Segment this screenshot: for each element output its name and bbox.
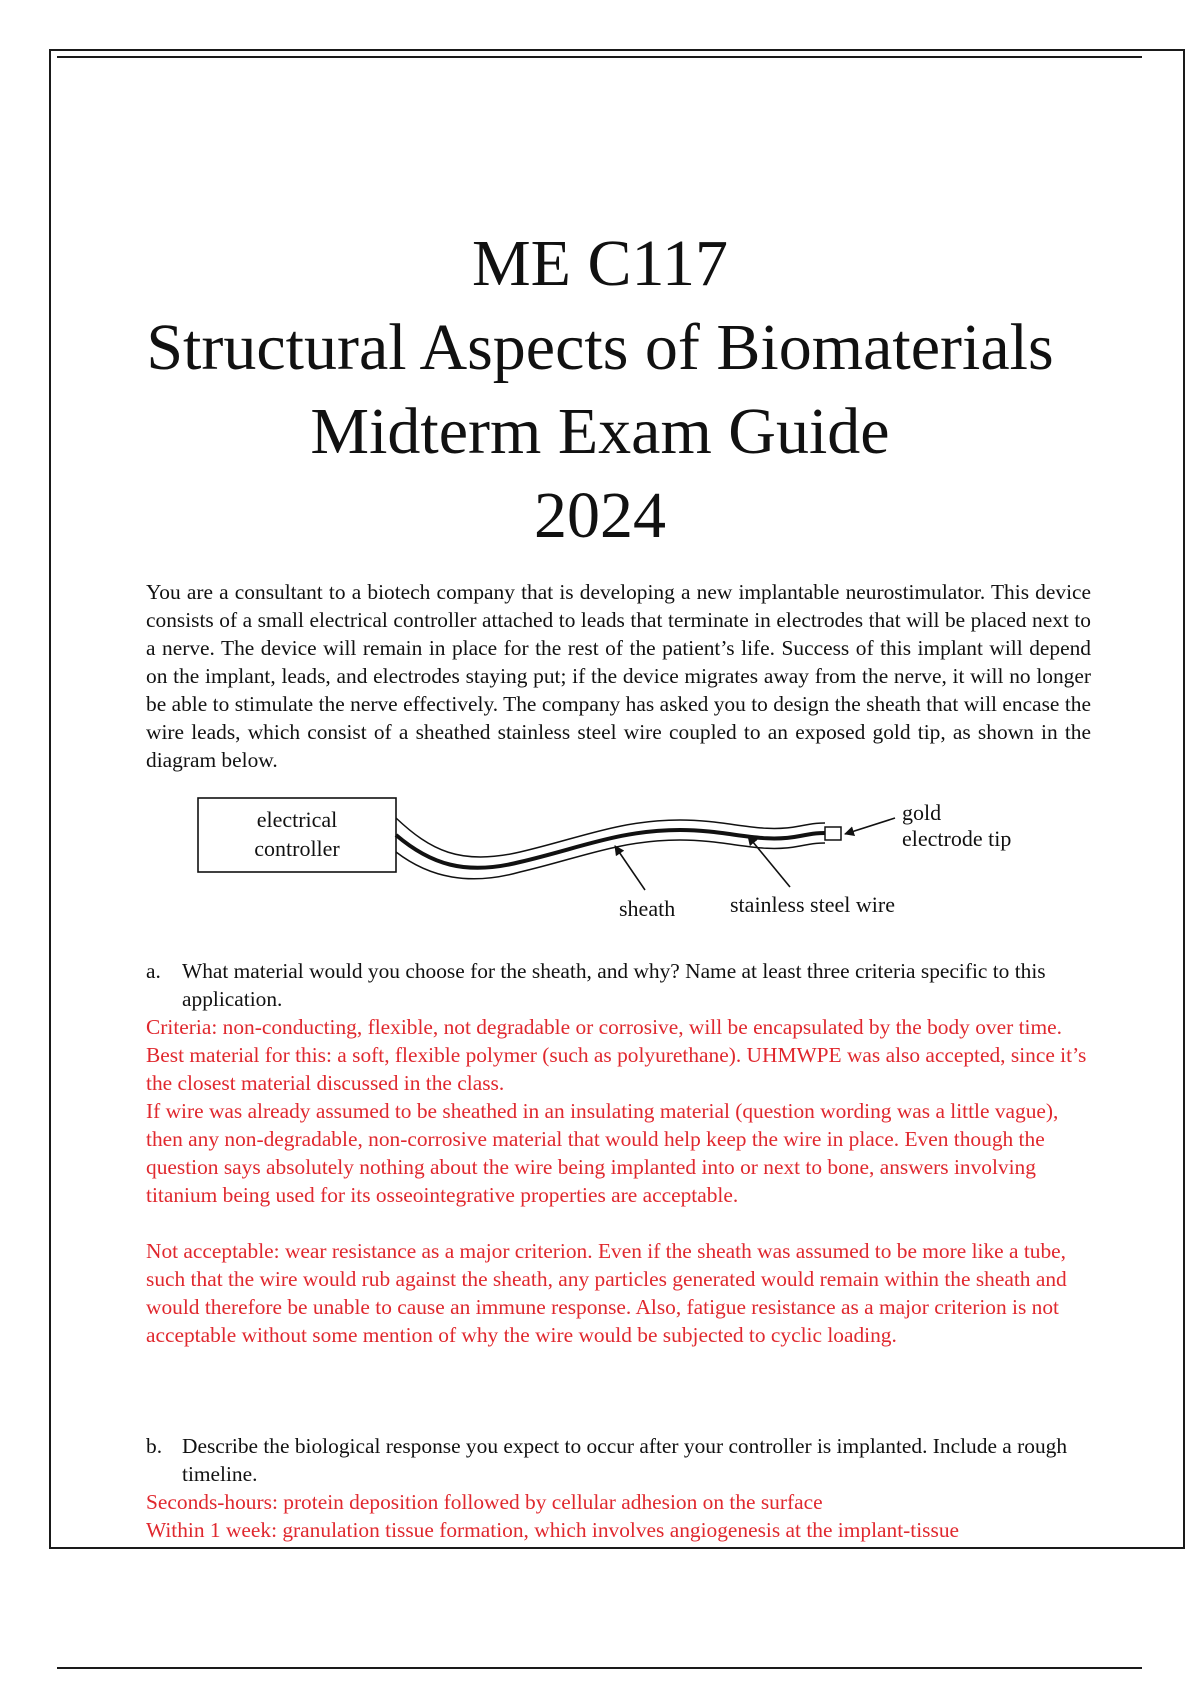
- answer-b-line1: Seconds-hours: protein deposition followed by cellular adhesion on the surface: [146, 1490, 823, 1514]
- title-block: [60, 222, 1140, 558]
- answer-a-criteria: Criteria: non-conducting, flexible, not degradable or corrosive, will be encapsulated by the body over time. Best material for this: a soft, flexible polymer (such as polyurethane). UHMWPE was also accepted, since it’s the closest material discussed in the class.: [146, 1015, 1087, 1095]
- question-b-block: [146, 1432, 1091, 1544]
- question-a-marker: a.: [146, 959, 161, 983]
- tip-label-line2: electrode tip: [902, 826, 1012, 851]
- question-a: [146, 957, 1091, 1013]
- answer-a: [146, 1013, 1091, 1349]
- answer-a-alternative: If wire was already assumed to be sheathed in an insulating material (question wording was a little vague), then any non-degradable, non-corrosive material that would help keep the wire in place. Even though the question says absolutely nothing about the wire being implanted into or next to bone, answers involving titanium being used for its osseointegrative properties are acceptable.: [146, 1099, 1059, 1207]
- answer-b: [146, 1488, 1091, 1544]
- question-a-block: [146, 957, 1091, 1349]
- top-rule: [57, 56, 1142, 58]
- answer-a-not-acceptable: Not acceptable: wear resistance as a major criterion. Even if the sheath was assumed to be more like a tube, such that the wire would rub against the sheath, any particles generated would remain within the sheath and would therefore be unable to cause an immune response. Also, fatigue resistance as a major criterion is not acceptable without some mention of why the wire would be subjected to cyclic loading.: [146, 1239, 1067, 1347]
- bottom-rule: [57, 1667, 1142, 1669]
- answer-b-line2: Within 1 week: granulation tissue formation, which involves angiogenesis at the implant-tissue: [146, 1518, 960, 1542]
- controller-label-line2: controller: [254, 836, 340, 861]
- course-code: ME C117: [471, 227, 729, 300]
- question-b-text: Describe the biological response you expect to occur after your controller is implanted. Include a rough timeline.: [182, 1434, 1068, 1486]
- controller-label-line1: electrical: [256, 807, 338, 832]
- wire-label: stainless steel wire: [730, 892, 895, 917]
- course-name: Structural Aspects of Biomaterials: [146, 311, 1054, 384]
- tip-label-line1: gold: [902, 800, 942, 825]
- document-type: Midterm Exam Guide: [310, 395, 890, 468]
- question-a-text: What material would you choose for the sheath, and why? Name at least three criteria specific to this application.: [182, 959, 1046, 1011]
- intro-paragraph: You are a consultant to a biotech company that is developing a new implantable neurostimulator. This device consists of a small electrical controller attached to leads that terminate in electrodes that will be placed next to a nerve. The device will remain in place for the rest of the patient’s life. Success of this implant will depend on the implant, leads, and electrodes staying put; if the device migrates away from the nerve, it will no longer be able to stimulate the nerve effectively. The company has asked you to design the sheath that will encase the wire leads, which consist of a sheathed stainless steel wire coupled to an exposed gold tip, as shown in the diagram below.: [146, 580, 1091, 772]
- year: 2024: [534, 479, 666, 552]
- sheath-label: sheath: [619, 896, 676, 921]
- question-b: [146, 1432, 1091, 1488]
- question-b-marker: b.: [146, 1434, 163, 1458]
